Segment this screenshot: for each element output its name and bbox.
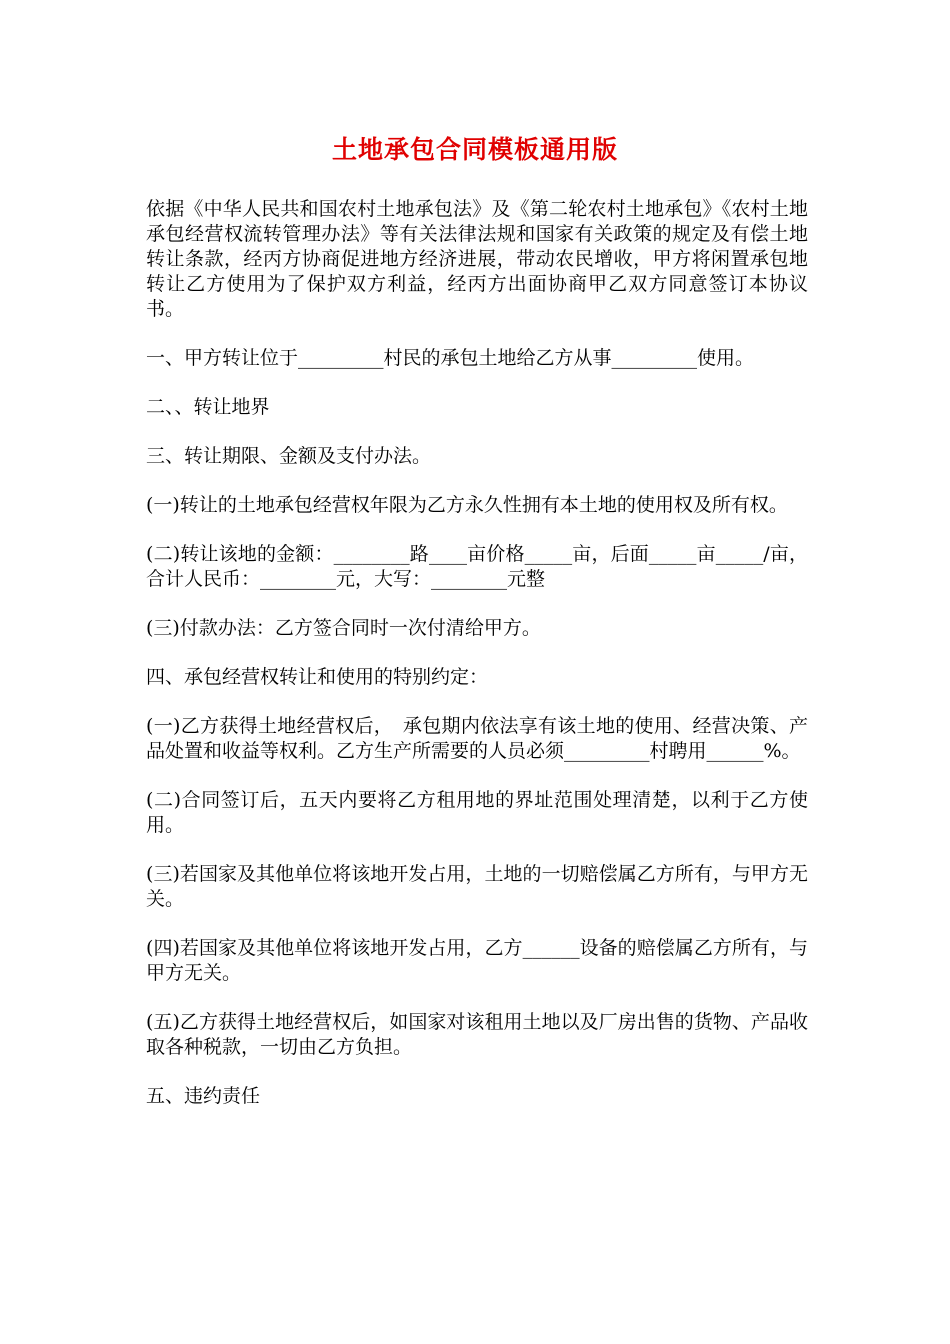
document-body [146,197,808,1133]
clause-4-4: (四)若国家及其他单位将该地开发占用，乙方______设备的赔偿属乙方所有，与甲方无关。 [146,937,808,984]
clause-4-1: (一)乙方获得土地经营权后， 承包期内依法享有该土地的使用、经营决策、产品处置和收益等权利。乙方生产所需要的人员必须_________村聘用______%。 [146,715,808,762]
clause-4-3: (三)若国家及其他单位将该地开发占用，土地的一切赔偿属乙方所有，与甲方无关。 [146,863,808,910]
clause-2-boundary: 二、、转让地界 [146,396,270,418]
clause-3-3-payment: (三)付款办法：乙方签合同时一次付清给甲方。 [146,617,541,639]
clause-1-transfer: 一、甲方转让位于_________村民的承包土地给乙方从事_________使用。 [146,347,755,369]
clause-3-2-amount: (二)转让该地的金额：________路____亩价格_____亩，后面_____亩_____/亩，合计人民币：________元，大写：________元整 [146,543,808,590]
document-title: 土地承包合同模板通用版 [331,135,618,164]
clause-3-1-term: (一)转让的土地承包经营权年限为乙方永久性拥有本土地的使用权及所有权。 [146,494,788,516]
clause-4-2: (二)合同签订后，五天内要将乙方租用地的界址范围处理清楚，以利于乙方使用。 [146,789,808,836]
clause-4-5: (五)乙方获得土地经营权后，如国家对该租用土地以及厂房出售的货物、产品收取各种税款，一切由乙方负担。 [146,1011,808,1058]
clause-3-heading: 三、转让期限、金额及支付办法。 [146,445,432,467]
clause-4-heading: 四、承包经营权转让和使用的特别约定： [146,666,489,688]
preamble-paragraph: 依据《中华人民共和国农村土地承包法》及《第二轮农村土地承包》《农村土地承包经营权流转管理办法》等有关法律法规和国家有关政策的规定及有偿土地转让条款，经丙方协商促进地方经济进展，带动农民增收，甲方将闲置承包地转让乙方使用为了保护双方利益，经丙方出面协商甲乙双方同意签订本协议书。 [146,198,808,320]
clause-5-heading: 五、违约责任 [146,1085,261,1107]
